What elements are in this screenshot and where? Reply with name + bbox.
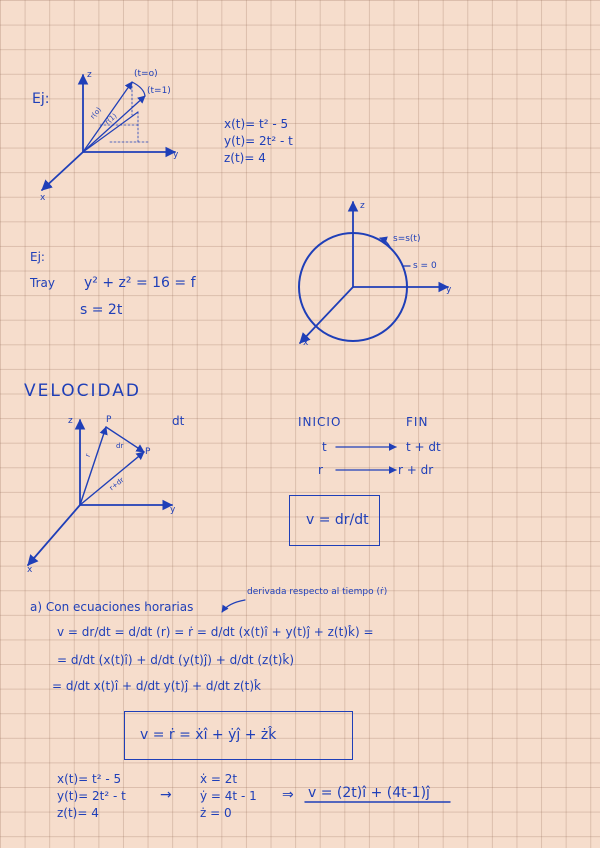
ex1-vector-r1 [83, 96, 145, 152]
vel-r-label: r [83, 452, 93, 459]
vel-r-dr-label: r+dr [107, 476, 126, 493]
ex1-t1-label: (t=1) [147, 86, 171, 96]
vel-vector-dr [106, 427, 144, 452]
final-arrow-2: ⇒ [282, 787, 294, 803]
vel-t-right: t + dt [406, 440, 441, 454]
ex1-axis-z-label: z [87, 70, 92, 80]
velocity-result-box [124, 711, 353, 760]
ex1-eq-z: z(t)= 4 [224, 151, 266, 165]
vel-axis-y-label: y [170, 505, 176, 515]
ex2-axis-z-label: z [360, 201, 365, 211]
final-zdot: ż = 0 [200, 806, 232, 820]
vel-r-right: r + dr [398, 463, 434, 477]
vel-p-right: P [145, 447, 151, 457]
vel-axis-x-label: x [27, 565, 33, 575]
ex2-eq1: y² + z² = 16 = f [84, 275, 196, 291]
ex1-t0-label: (t=o) [134, 69, 158, 79]
velocity-definition-box [289, 495, 380, 546]
velocidad-title: VELOCIDAD [24, 381, 142, 401]
final-eq-x: x(t)= t² - 5 [57, 772, 122, 786]
vel-fin: FIN [406, 415, 429, 429]
ex1-r1-label: r(1) [103, 111, 119, 127]
ex1-axis-x [42, 152, 83, 190]
vel-inicio: INICIO [298, 415, 342, 429]
ex1-curve [132, 82, 145, 96]
vel-r-left: r [318, 463, 323, 477]
final-arrow-1: → [160, 787, 172, 803]
vel-vector-r-dr [80, 452, 144, 505]
ex1-eq-y: y(t)= 2t² - t [224, 134, 293, 148]
vel-dr-label: dr [116, 442, 124, 450]
final-xdot: ẋ = 2t [200, 772, 238, 786]
ex2-axis-x-label: x [303, 338, 309, 348]
ex2-tray: Tray [30, 276, 55, 290]
ex2-s0-label: s = 0 [413, 261, 437, 271]
final-result: v = (2t)î + (4t-1)ĵ [308, 785, 430, 801]
final-ydot: ẏ = 4t - 1 [200, 789, 257, 803]
velocity-result: v = ṙ = ẋî + ẏĵ + żk̂ [140, 727, 277, 743]
vel-axis-z-label: z [68, 416, 73, 426]
ex1-eq-x: x(t)= t² - 5 [224, 117, 289, 131]
vel-dt: dt [172, 414, 185, 428]
derivation-line-2: = d/dt (x(t)î) + d/dt (y(t)ĵ) + d/dt (z(t)k̂) [57, 653, 295, 667]
ex1-label: Ej: [32, 91, 50, 107]
final-eq-z: z(t)= 4 [57, 806, 99, 820]
ex2-s-label: s=s(t) [393, 234, 421, 244]
final-eq-y: y(t)= 2t² - t [57, 789, 126, 803]
annotation-arrow [222, 600, 245, 612]
ex2-axis-y-label: y [446, 285, 452, 295]
vel-p-top: P [106, 415, 112, 425]
ex1-axis-y-label: y [173, 150, 179, 160]
derivation-line-1: v = dr/dt = d/dt (r) = ṙ = d/dt (x(t)î + y(t)ĵ + z(t)k̂) = [57, 625, 374, 639]
vel-axis-x [28, 505, 80, 565]
derivation-line-3: = d/dt x(t)î + d/dt y(t)ĵ + d/dt z(t)k̂ [52, 679, 261, 693]
vel-t-left: t [322, 440, 327, 454]
vel-vector-r [80, 427, 106, 505]
ex1-r0-label: r(o) [88, 105, 104, 121]
velocity-definition: v = dr/dt [306, 512, 369, 528]
ex2-eq2: s = 2t [80, 302, 123, 318]
section-a-heading: a) Con ecuaciones horarias [30, 600, 194, 614]
ex1-axis-x-label: x [40, 193, 46, 203]
ex2-label: Ej: [30, 250, 45, 264]
section-a-annotation: derivada respecto al tiempo (ṙ) [247, 587, 388, 597]
